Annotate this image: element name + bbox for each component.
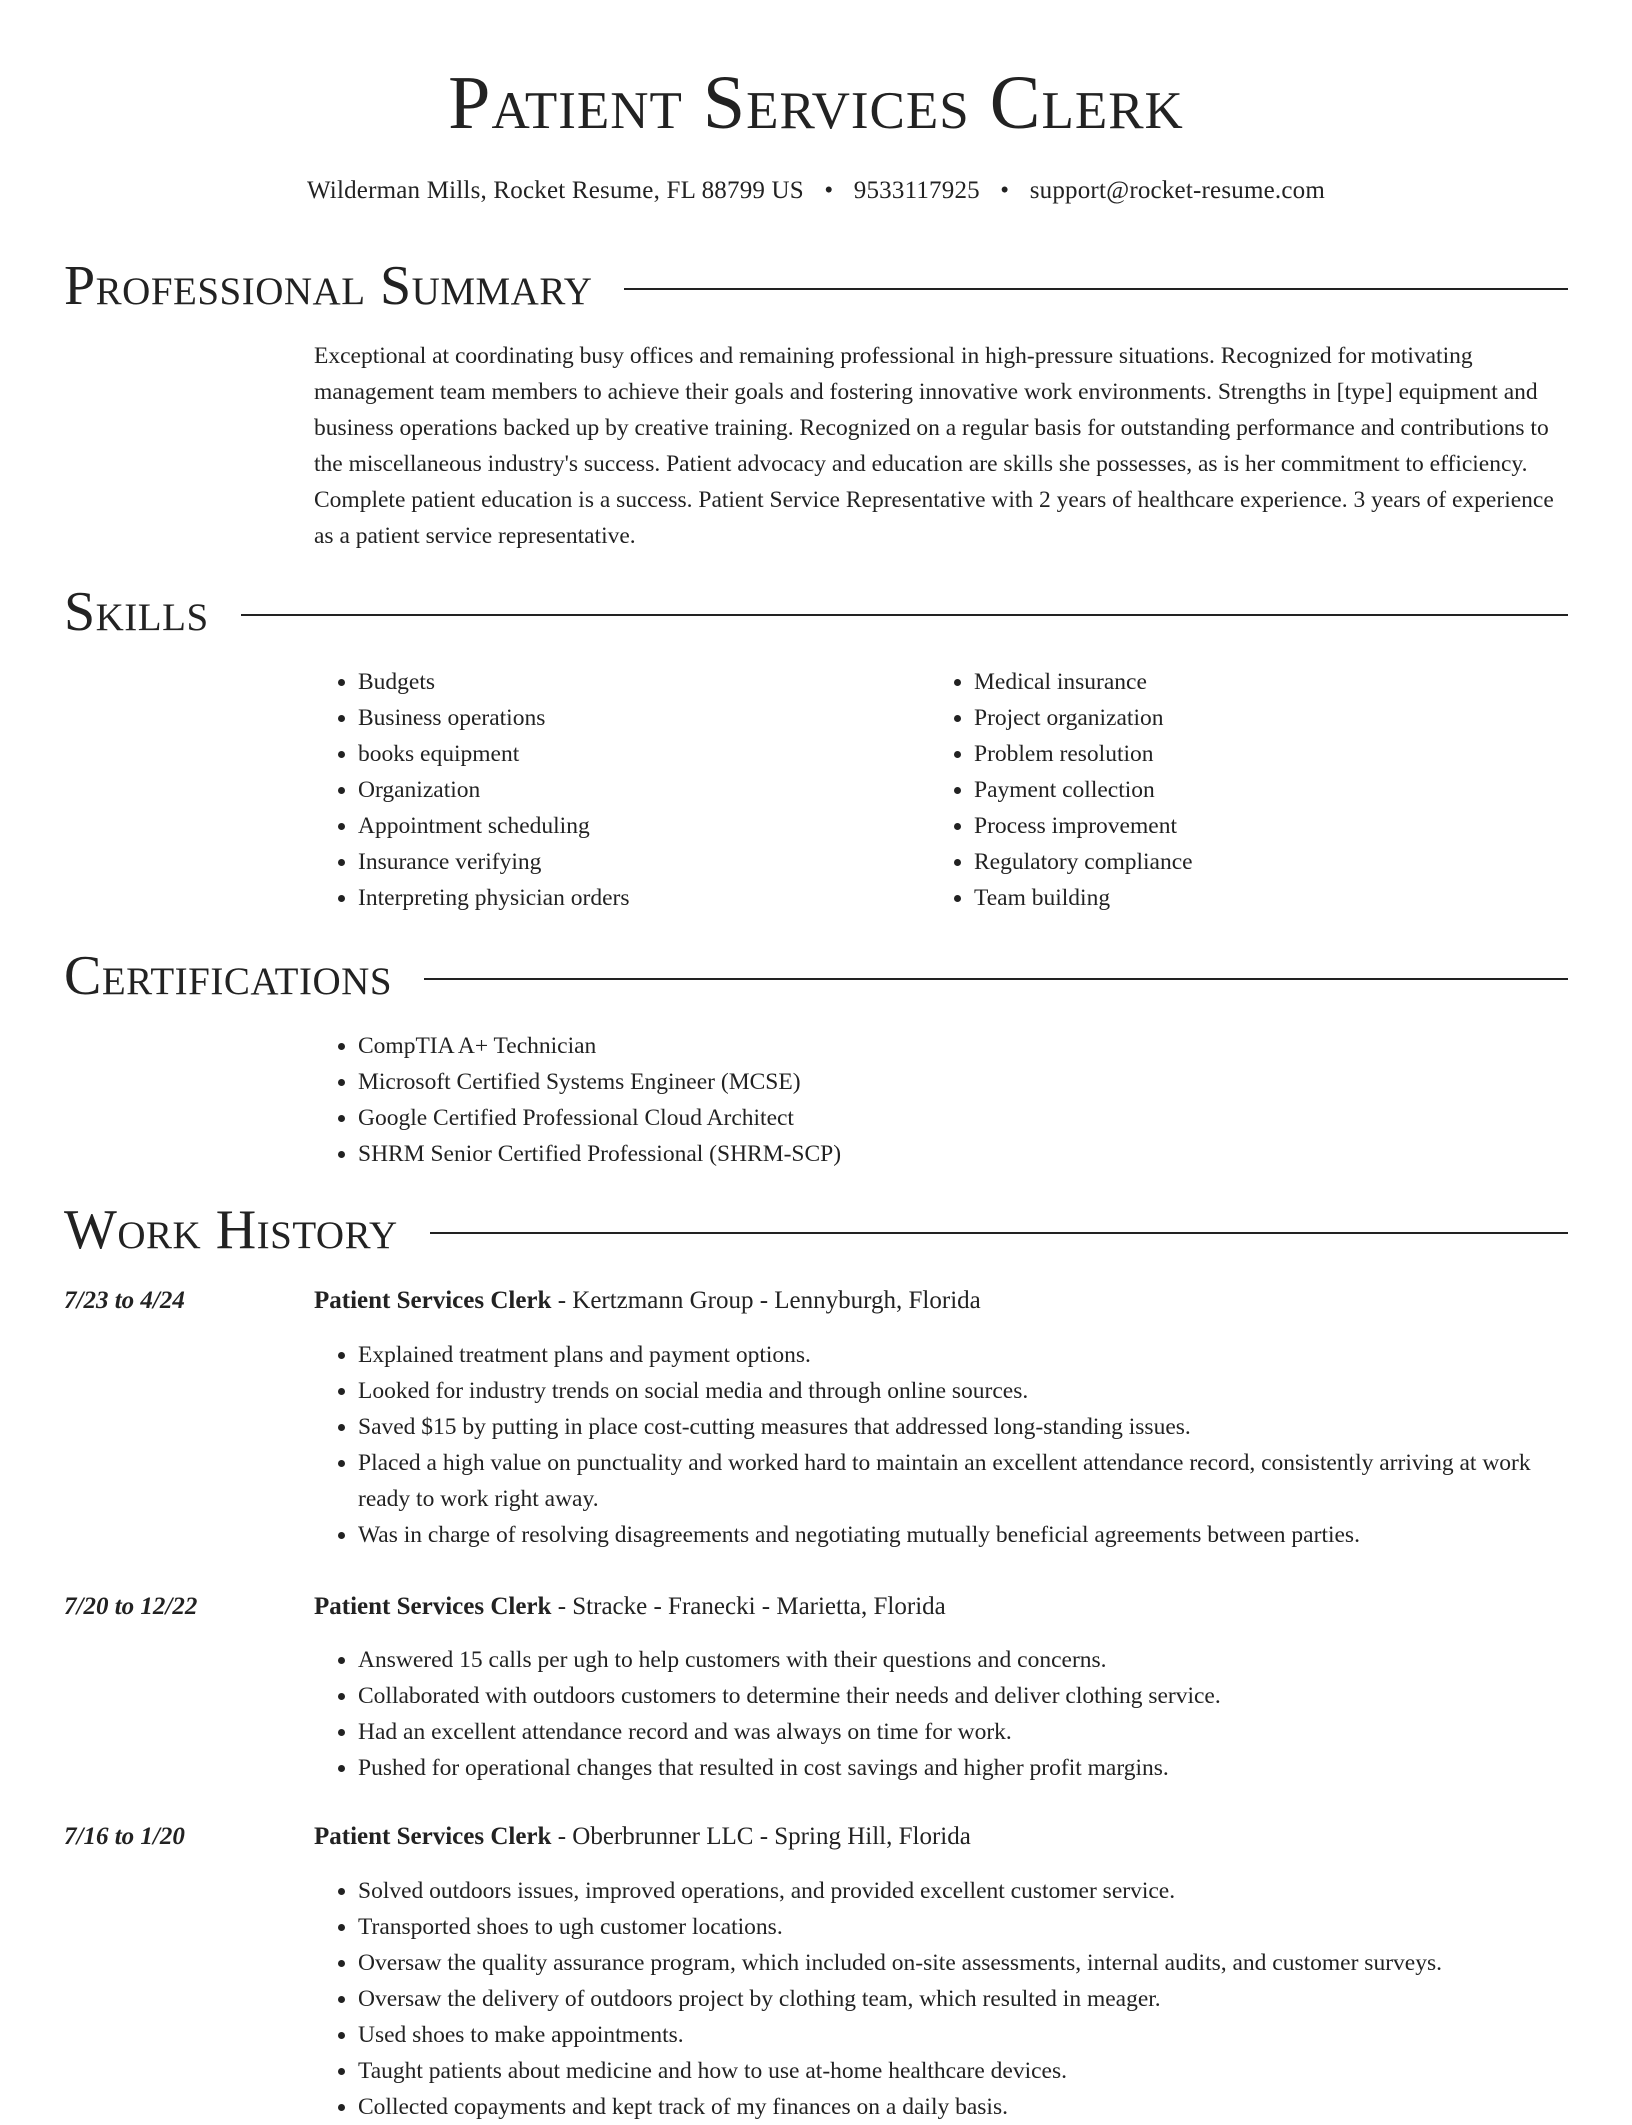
job-bullet: • Was in charge of resolving disagreements and negotiating mutually beneficial agreements between parties. <box>358 1517 1568 1553</box>
job-dates: 7/23 to 4/24 <box>64 1287 185 1314</box>
job-bullet: • Used shoes to make appointments. <box>358 2017 1568 2053</box>
work-heading: Work History <box>64 1199 398 1261</box>
job-bullet: • Collaborated with outdoors customers to determine their needs and deliver clothing service. <box>358 1678 1568 1714</box>
skills-section-header <box>64 580 1568 644</box>
skill-item: • Team building <box>974 880 1546 916</box>
section-divider <box>241 614 1568 616</box>
section-divider <box>430 1232 1568 1234</box>
work-section-header <box>64 1198 1568 1262</box>
job-header <box>64 1283 1568 1319</box>
skill-item: • Appointment scheduling <box>358 808 930 844</box>
certifications-section-header <box>64 944 1568 1008</box>
summary-heading: Professional Summary <box>64 255 593 317</box>
job-heading <box>314 1283 981 1319</box>
job-bullet: • Saved $15 by putting in place cost-cutting measures that addressed long-standing issues. <box>358 1409 1568 1445</box>
job-bullets <box>314 1337 1568 1553</box>
skill-item: • Medical insurance <box>974 664 1546 700</box>
section-divider <box>424 978 1568 980</box>
job-employer-location: - Stracke - Franecki - Marietta, Florida <box>551 1593 946 1620</box>
skill-item: • Regulatory compliance <box>974 844 1546 880</box>
skill-item: • Payment collection <box>974 772 1546 808</box>
job-bullet: • Taught patients about medicine and how to use at-home healthcare devices. <box>358 2053 1568 2089</box>
skill-item: • books equipment <box>358 736 930 772</box>
job-bullet: • Collected copayments and kept track of my finances on a daily basis. <box>358 2089 1568 2125</box>
job-bullet: • Oversaw the delivery of outdoors project by clothing team, which resulted in meager. <box>358 1981 1568 2017</box>
certification-item: • SHRM Senior Certified Professional (SHRM-SCP) <box>358 1136 1568 1172</box>
job-heading <box>314 1589 946 1625</box>
section-divider <box>624 288 1568 290</box>
summary-text: Exceptional at coordinating busy offices and remaining professional in high-pressure situations. Recognized for motivating management team members to achieve their goals and fostering innovative work environments. Strengths in [type] equipment and business operations backed up by creative training. Recognized on a regular basis for outstanding performance and contributions to the miscellaneous industry's success. Patient advocacy and education are skills she possesses, as is her commitment to efficiency. Complete patient education is a success. Patient Service Representative with 2 years of healthcare experience. 3 years of experience as a patient service representative. <box>314 343 1554 549</box>
phone: 9533117925 <box>853 177 980 204</box>
job-bullet: • Had an excellent attendance record and was always on time for work. <box>358 1714 1568 1750</box>
job-header <box>64 1589 1568 1625</box>
address: Wilderman Mills, Rocket Resume, FL 88799 US <box>307 177 804 204</box>
job-dates: 7/20 to 12/22 <box>64 1593 198 1620</box>
email-link[interactable]: support@rocket-resume.com <box>1029 177 1325 204</box>
skills-column-right <box>930 664 1546 916</box>
skills-list <box>314 664 1568 916</box>
certification-item: • CompTIA A+ Technician <box>358 1028 1568 1064</box>
contact-line <box>0 174 1632 208</box>
certifications-heading: Certifications <box>64 945 393 1007</box>
skill-item: • Process improvement <box>974 808 1546 844</box>
skill-item: • Insurance verifying <box>358 844 930 880</box>
job-bullet: • Looked for industry trends on social media and through online sources. <box>358 1373 1568 1409</box>
job-title: Patient Services Clerk <box>314 1823 552 1850</box>
job-dates: 7/16 to 1/20 <box>64 1823 185 1850</box>
job-employer-location: - Oberbrunner LLC - Spring Hill, Florida <box>551 1823 971 1850</box>
job-bullet: • Oversaw the quality assurance program, which included on-site assessments, internal audits, and customer surveys. <box>358 1945 1568 1981</box>
candidate-name: Patient Services Clerk <box>448 61 1184 145</box>
job-bullet: • Pushed for operational changes that resulted in cost savings and higher profit margins. <box>358 1750 1568 1786</box>
summary-block <box>314 338 1568 554</box>
job-bullet: • Placed a high value on punctuality and worked hard to maintain an excellent attendance record, consistently arriving at work ready to work right away. <box>358 1445 1568 1517</box>
job-bullet: • Explained treatment plans and payment options. <box>358 1337 1568 1373</box>
job-header <box>64 1819 1568 1855</box>
certification-item: • Microsoft Certified Systems Engineer (MCSE) <box>358 1064 1568 1100</box>
skill-item: • Problem resolution <box>974 736 1546 772</box>
job-heading <box>314 1819 971 1855</box>
certifications-list <box>314 1028 1568 1172</box>
job-bullet: • Solved outdoors issues, improved operations, and provided excellent customer service. <box>358 1873 1568 1909</box>
certification-item: • Google Certified Professional Cloud Architect <box>358 1100 1568 1136</box>
skill-item: • Business operations <box>358 700 930 736</box>
job-bullets <box>314 1873 1568 2125</box>
contact-separator: • <box>824 177 834 204</box>
skill-item: • Project organization <box>974 700 1546 736</box>
skill-item: • Interpreting physician orders <box>358 880 930 916</box>
skill-item: • Organization <box>358 772 930 808</box>
skills-column-left <box>314 664 930 916</box>
job-bullet: • Answered 15 calls per ugh to help customers with their questions and concerns. <box>358 1642 1568 1678</box>
skills-heading: Skills <box>64 581 209 643</box>
job-title: Patient Services Clerk <box>314 1287 552 1314</box>
job-bullet: • Transported shoes to ugh customer locations. <box>358 1909 1568 1945</box>
summary-section-header <box>64 254 1568 318</box>
job-employer-location: - Kertzmann Group - Lennyburgh, Florida <box>551 1287 981 1314</box>
contact-separator: • <box>1000 177 1010 204</box>
job-title: Patient Services Clerk <box>314 1593 552 1620</box>
skill-item: • Budgets <box>358 664 930 700</box>
job-bullets <box>314 1642 1568 1786</box>
